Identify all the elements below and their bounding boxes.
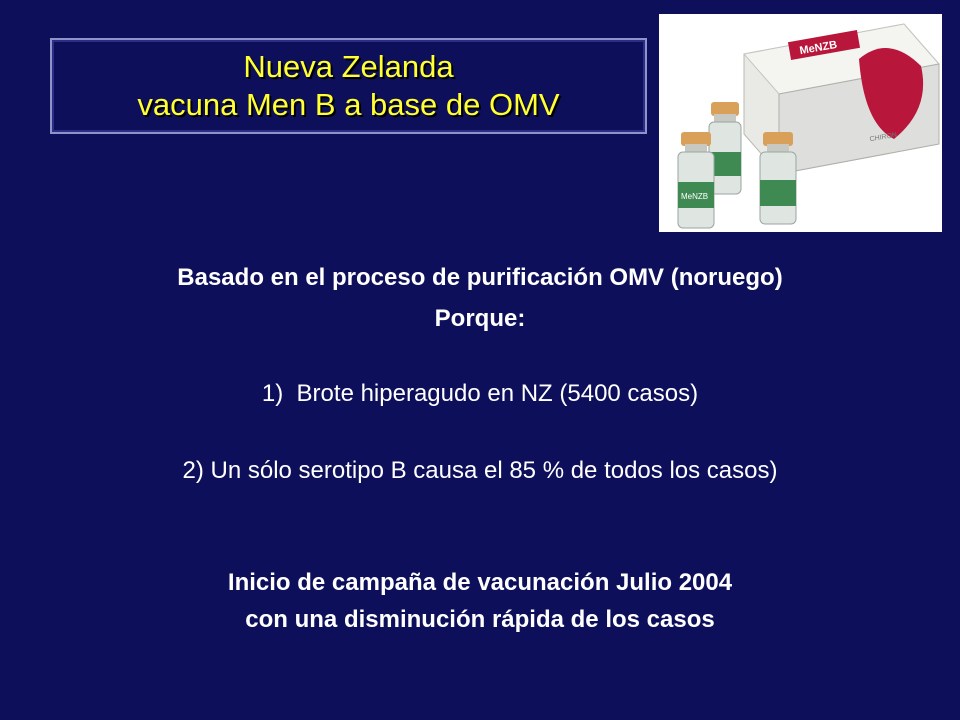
text-line-3: 1) Brote hiperagudo en NZ (5400 casos) [261,380,699,407]
vaccine-photo [659,14,942,232]
text-line-6: con una disminución rápida de los casos [245,606,715,633]
box-label: MeNZB [798,38,839,58]
vial-label: MeNZB [681,192,709,201]
vaccine-illustration [659,14,942,232]
text-line-4: 2) Un sólo serotipo B causa el 85 % de todos los casos) [182,457,778,484]
slide-title-line-1: Nueva Zelanda [243,49,454,84]
text-line-5: Inicio de campaña de vacunación Julio 2004 [227,569,733,596]
title-box [50,38,647,134]
maker-label: CHIRON [869,131,898,144]
text-line-2: Porque: [434,305,526,332]
text-line-1: Basado en el proceso de purificación OMV (noruego) [177,264,783,291]
slide-title-line-2: vacuna Men B a base de OMV [137,87,560,122]
